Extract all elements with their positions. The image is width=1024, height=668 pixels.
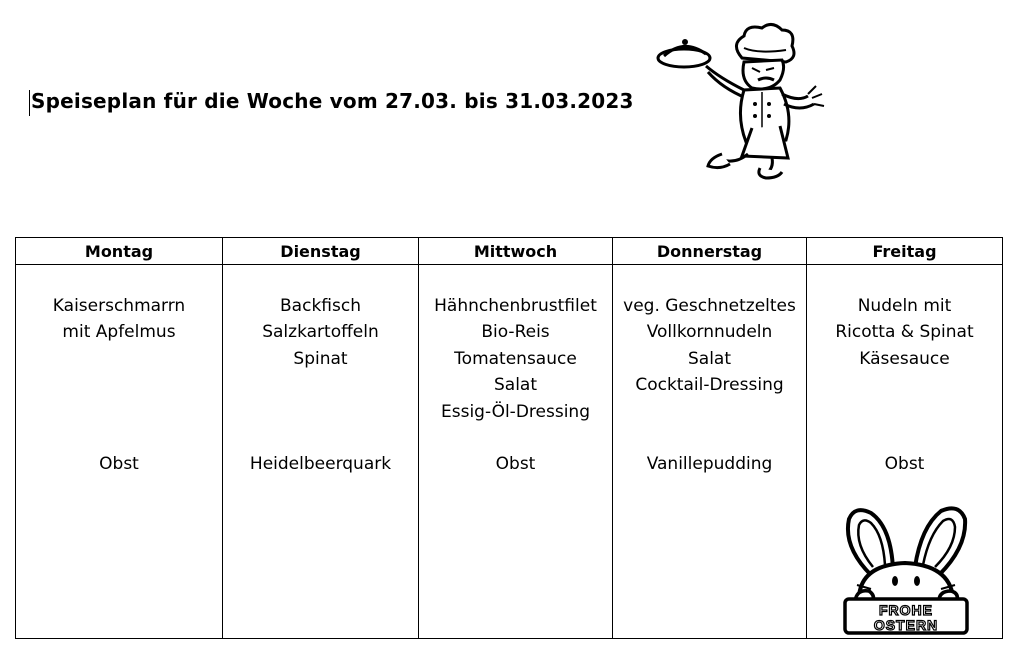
day-header-freitag: Freitag	[807, 238, 1003, 265]
menu-cell-montag	[16, 265, 223, 639]
dessert: Obst	[99, 454, 139, 474]
dessert: Obst	[495, 454, 536, 474]
main-dish	[419, 293, 612, 451]
dish-line: Kaiserschmarrn	[52, 296, 186, 316]
dessert: Heidelbeerquark	[249, 454, 392, 474]
main-dish	[16, 293, 222, 451]
dish-line: Salzkartoffeln	[262, 322, 379, 343]
day-header-mittwoch: Mittwoch	[419, 238, 613, 265]
dessert: Vanillepudding	[646, 454, 773, 474]
main-dish	[807, 293, 1002, 451]
easter-bunny-illustration	[841, 503, 971, 637]
table-header-row	[16, 238, 1003, 265]
main-dish	[223, 293, 418, 451]
menu-cell-freitag	[807, 265, 1003, 639]
dessert: Obst	[884, 454, 925, 474]
menu-cell-dienstag	[223, 265, 419, 639]
weekly-menu-table	[15, 237, 1003, 639]
main-dish	[613, 293, 806, 451]
dish-line: Nudeln mit	[857, 296, 952, 316]
dish-line: Spinat	[293, 348, 348, 369]
page-title: Speiseplan für die Woche vom 27.03. bis 31.03.2023	[31, 89, 634, 113]
dish-line: Vollkornnudeln	[646, 322, 773, 343]
day-header-montag: Montag	[16, 238, 223, 265]
menu-cell-donnerstag	[613, 265, 807, 639]
dish-line: Salat	[493, 375, 537, 396]
dish-line: Käsesauce	[859, 348, 950, 369]
day-header-dienstag: Dienstag	[223, 238, 419, 265]
dish-line: Essig-Öl-Dressing	[441, 401, 590, 422]
table-row	[16, 265, 1003, 639]
chef-waiter-illustration	[648, 18, 826, 180]
text-cursor	[29, 90, 30, 116]
dish-line: mit Apfelmus	[62, 322, 176, 343]
easter-sign-line-1: FROHE	[879, 602, 933, 618]
easter-sign-line-2: OSTERN	[873, 617, 939, 633]
menu-cell-mittwoch	[419, 265, 613, 639]
dish-line: Backfisch	[280, 296, 361, 316]
dish-line: Hähnchenbrustfilet	[434, 296, 597, 316]
dish-line: Ricotta & Spinat	[835, 322, 974, 343]
dish-line: veg. Geschnetzeltes	[623, 296, 796, 316]
dish-line: Tomatensauce	[454, 348, 577, 369]
day-header-donnerstag: Donnerstag	[613, 238, 807, 265]
dish-line: Bio-Reis	[481, 322, 550, 343]
dish-line: Cocktail-Dressing	[635, 375, 784, 396]
dish-line: Salat	[687, 348, 731, 369]
